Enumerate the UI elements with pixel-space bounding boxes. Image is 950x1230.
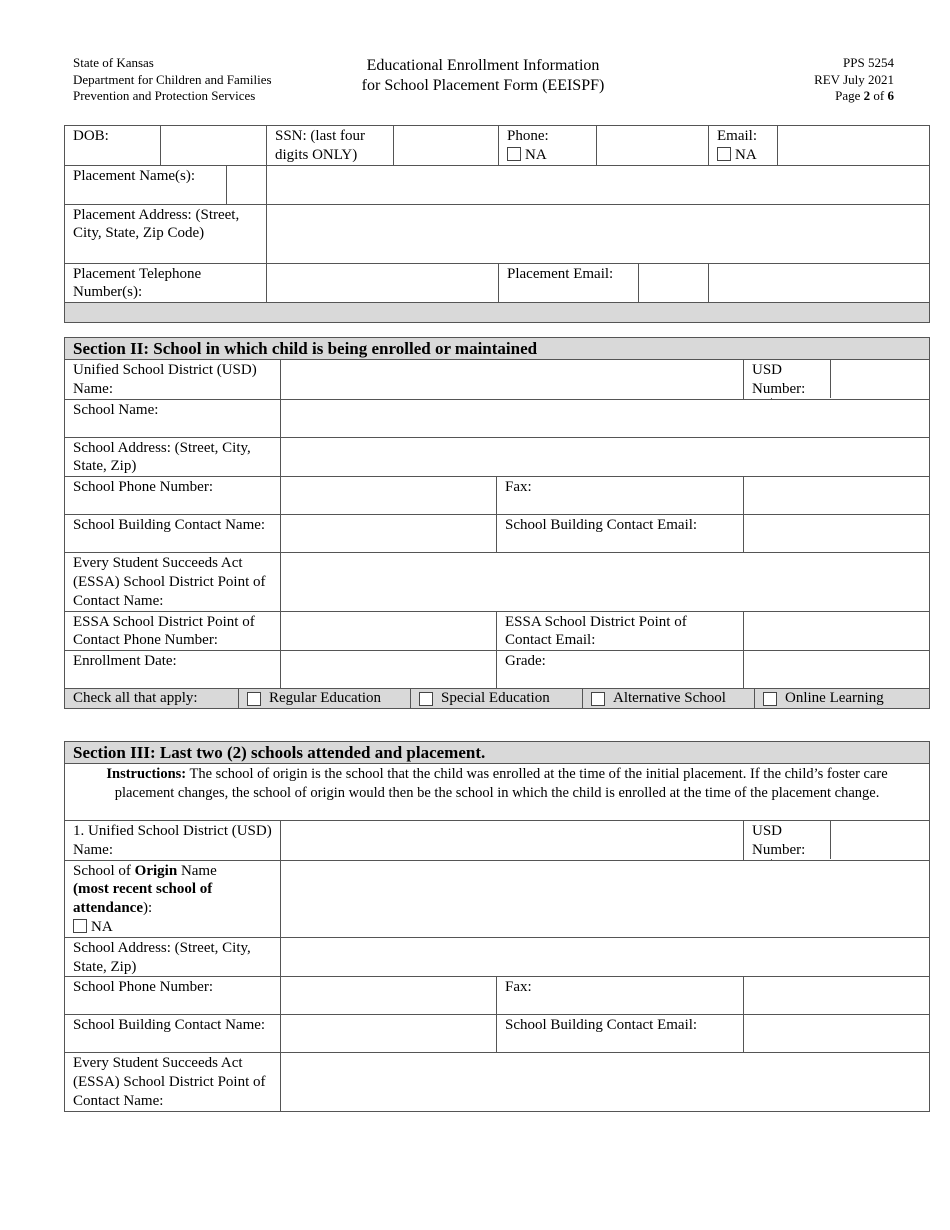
placement-address-field[interactable] [267, 204, 930, 263]
s2-school-phone-field[interactable] [281, 477, 497, 515]
s3-usd-number-label: USD Number: [744, 821, 830, 859]
s3-usd-name-field[interactable] [281, 821, 744, 861]
placement-email-label: Placement Email: [499, 264, 639, 302]
alternative-school-checkbox[interactable] [591, 692, 605, 706]
s2-essa-email-label: ESSA School District Point of Contact Email: [497, 611, 744, 651]
s2-option-regular[interactable]: Regular Education [238, 689, 410, 708]
s2-fax-label: Fax: [497, 477, 744, 515]
s3-contact-email-field[interactable] [744, 1015, 930, 1053]
agency-block [73, 55, 272, 105]
s3-school-address-field[interactable] [281, 937, 930, 977]
s2-check-all-label: Check all that apply: [73, 690, 198, 707]
placement-names-label: Placement Name(s): [65, 166, 227, 204]
s2-essa-phone-label: ESSA School District Point of Contact Phone Number: [65, 611, 281, 651]
s3-origin-field[interactable] [281, 860, 930, 937]
s3-school-address-label: School Address: (Street, City, State, Zip) [65, 937, 281, 977]
s2-school-address-label: School Address: (Street, City, State, Zip) [65, 437, 281, 477]
agency-department: Department for Children and Families [73, 71, 272, 87]
form-meta [814, 55, 894, 105]
regular-education-checkbox[interactable] [247, 692, 261, 706]
form-number: PPS 5254 [843, 55, 894, 70]
s2-grade-field[interactable] [744, 651, 930, 689]
s2-essa-name-label: Every Student Succeeds Act (ESSA) School District Point of Contact Name: [65, 553, 281, 611]
email-label: Email: NA [709, 126, 778, 166]
s2-enrollment-date-field[interactable] [281, 651, 497, 689]
s2-enrollment-date-label: Enrollment Date: [65, 651, 281, 689]
s2-contact-email-field[interactable] [744, 515, 930, 553]
section1-end-bar [65, 303, 930, 323]
placement-email-field-ext[interactable] [709, 263, 930, 303]
s2-essa-email-field[interactable] [744, 611, 930, 651]
s3-usd-name-label: 1. Unified School District (USD) Name: [65, 821, 281, 861]
s2-fax-field[interactable] [744, 477, 930, 515]
form-title [300, 56, 666, 96]
ssn-field[interactable] [394, 126, 499, 166]
instructions-text: The school of origin is the school that the child was enrolled at the time of the initial placement. If the child’s foster care placement changes, the school of origin would then be the school in which the child is enrolled at the time of the placement change. [114, 766, 888, 801]
form-title-line2: for School Placement Form (EEISPF) [361, 77, 605, 94]
s3-school-phone-label: School Phone Number: [65, 977, 281, 1015]
placement-address-label: Placement Address: (Street, City, State, Zip Code) [73, 206, 240, 242]
form-title-line1: Educational Enrollment Information [366, 57, 600, 74]
form-revision: REV July 2021 [814, 71, 894, 87]
s2-option-online[interactable]: Online Learning [754, 689, 929, 708]
placement-names-field[interactable] [267, 165, 930, 204]
s3-essa-name-field[interactable] [281, 1053, 930, 1111]
agency-state: State of Kansas [73, 55, 154, 70]
s2-grade-label: Grade: [497, 651, 744, 689]
s2-usd-number-field[interactable] [830, 360, 929, 398]
s3-origin-na-checkbox[interactable] [73, 919, 87, 933]
email-field[interactable] [778, 126, 930, 166]
placement-phone-field[interactable] [267, 263, 499, 303]
s3-usd-number-field[interactable] [830, 821, 929, 859]
s3-origin-recent: (most recent school of attendance [73, 881, 213, 917]
section3-title: Section III: Last two (2) schools attended and placement. [65, 742, 930, 764]
s2-school-name-label: School Name: [65, 399, 281, 437]
agency-division: Prevention and Protection Services [73, 88, 256, 103]
page-total: 6 [887, 88, 894, 103]
s3-fax-label: Fax: [497, 977, 744, 1015]
section3-instructions [65, 764, 930, 821]
email-na-checkbox[interactable] [717, 147, 731, 161]
phone-na-checkbox[interactable] [507, 147, 521, 161]
section1-table [64, 125, 930, 323]
section2-table [64, 337, 930, 709]
s3-origin-label: School of Origin Name (most recent school of attendance): NA [65, 860, 281, 937]
s2-usd-name-field[interactable] [281, 360, 744, 400]
s2-essa-name-field[interactable] [281, 553, 930, 611]
special-education-checkbox[interactable] [419, 692, 433, 706]
phone-label: Phone: NA [499, 126, 597, 166]
s3-contact-email-label: School Building Contact Email: [497, 1015, 744, 1053]
s2-contact-email-label: School Building Contact Email: [497, 515, 744, 553]
s3-fax-field[interactable] [744, 977, 930, 1015]
instructions-label: Instructions: [106, 766, 187, 782]
s2-option-special[interactable]: Special Education [410, 689, 582, 708]
s2-check-all-row [65, 689, 930, 709]
s2-contact-name-field[interactable] [281, 515, 497, 553]
s2-school-phone-label: School Phone Number: [65, 477, 281, 515]
section3-table [64, 741, 930, 1112]
s2-school-name-field[interactable] [281, 399, 930, 437]
ssn-label: SSN: (last four digits ONLY) [267, 126, 394, 166]
s3-school-phone-field[interactable] [281, 977, 497, 1015]
s3-essa-name-label: Every Student Succeeds Act (ESSA) School District Point of Contact Name: [65, 1053, 281, 1111]
page-indicator: Page 2 of 6 [835, 88, 894, 103]
page-current: 2 [863, 88, 871, 103]
s3-contact-name-label: School Building Contact Name: [65, 1015, 281, 1053]
s2-essa-phone-field[interactable] [281, 611, 497, 651]
s2-contact-name-label: School Building Contact Name: [65, 515, 281, 553]
online-learning-checkbox[interactable] [763, 692, 777, 706]
dob-label: DOB: [65, 126, 161, 166]
placement-phone-label: Placement Telephone Number(s): [65, 263, 267, 303]
phone-field[interactable] [597, 126, 709, 166]
s2-option-alternative[interactable]: Alternative School [582, 689, 754, 708]
s2-school-address-field[interactable] [281, 437, 930, 477]
s3-contact-name-field[interactable] [281, 1015, 497, 1053]
s2-usd-name-label: Unified School District (USD) Name: [65, 360, 281, 400]
placement-email-field[interactable] [639, 264, 708, 302]
s2-usd-number-label: USD Number: [744, 360, 830, 398]
section2-title: Section II: School in which child is being enrolled or maintained [65, 338, 930, 360]
dob-field[interactable] [161, 126, 267, 166]
